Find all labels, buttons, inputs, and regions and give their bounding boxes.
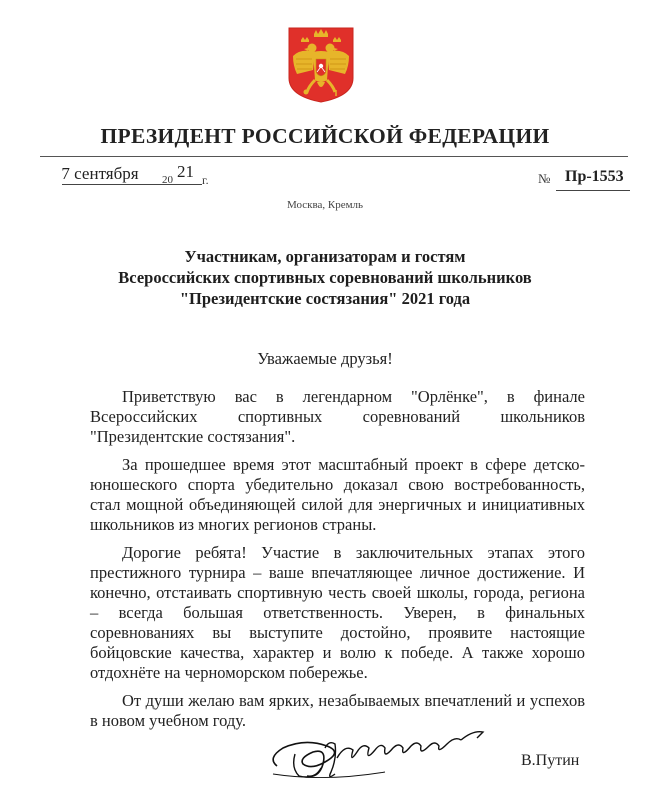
date-year: 21: [177, 162, 194, 181]
greeting: Уважаемые друзья!: [257, 349, 393, 368]
letter-body: [90, 387, 585, 739]
body-paragraph: От души желаю вам ярких, незабываемых впечатлений и успехов в новом учебном году.: [90, 691, 585, 730]
number-underline: [556, 190, 630, 191]
signature-mark: [265, 718, 490, 786]
issuer-title: ПРЕЗИДЕНТ РОССИЙСКОЙ ФЕДЕРАЦИИ: [100, 124, 550, 148]
addressee-block: [40, 246, 610, 309]
number-sign: №: [538, 171, 551, 186]
header-divider: [40, 156, 628, 157]
signer-name: В.Путин: [521, 752, 580, 769]
coat-of-arms-icon: [287, 26, 355, 104]
year-underline: [172, 184, 202, 185]
addressee-line: "Президентские состязания" 2021 года: [179, 289, 471, 308]
date-century: 20: [162, 174, 173, 186]
addressee-line: Участникам, организаторам и гостям: [184, 247, 466, 266]
document-place: Москва, Кремль: [286, 199, 364, 211]
body-paragraph: За прошедшее время этот масштабный проект в сфере детско-юношеского спорта убедительно доказал свою востребованность, стал мощной объединяющей силой для энергичных и инициативных школьников из многих регионов страны.: [90, 455, 585, 534]
document-number: Пр-1553: [565, 168, 624, 185]
addressee-line: Всероссийских спортивных соревнований школьников: [118, 268, 532, 287]
body-paragraph: Дорогие ребята! Участие в заключительных этапах этого престижного турнира – ваше впечатляющее личное достижение. И конечно, отстаивать спортивную честь своей школы, города, региона – всегда большая ответственность. Уверен, в финальных соревнованиях вы выступите достойно, проявите настоящие бойцовские качества, характер и волю к победе. А также хорошо отдохнёте на черноморском побережье.: [90, 543, 585, 682]
date-suffix: г.: [202, 173, 209, 187]
body-paragraph: Приветствую вас в легендарном "Орлёнке", в финале Всероссийских спортивных соревнований школьников "Президентские состязания".: [90, 387, 585, 446]
date-day-month: 7 сентября: [61, 164, 139, 183]
